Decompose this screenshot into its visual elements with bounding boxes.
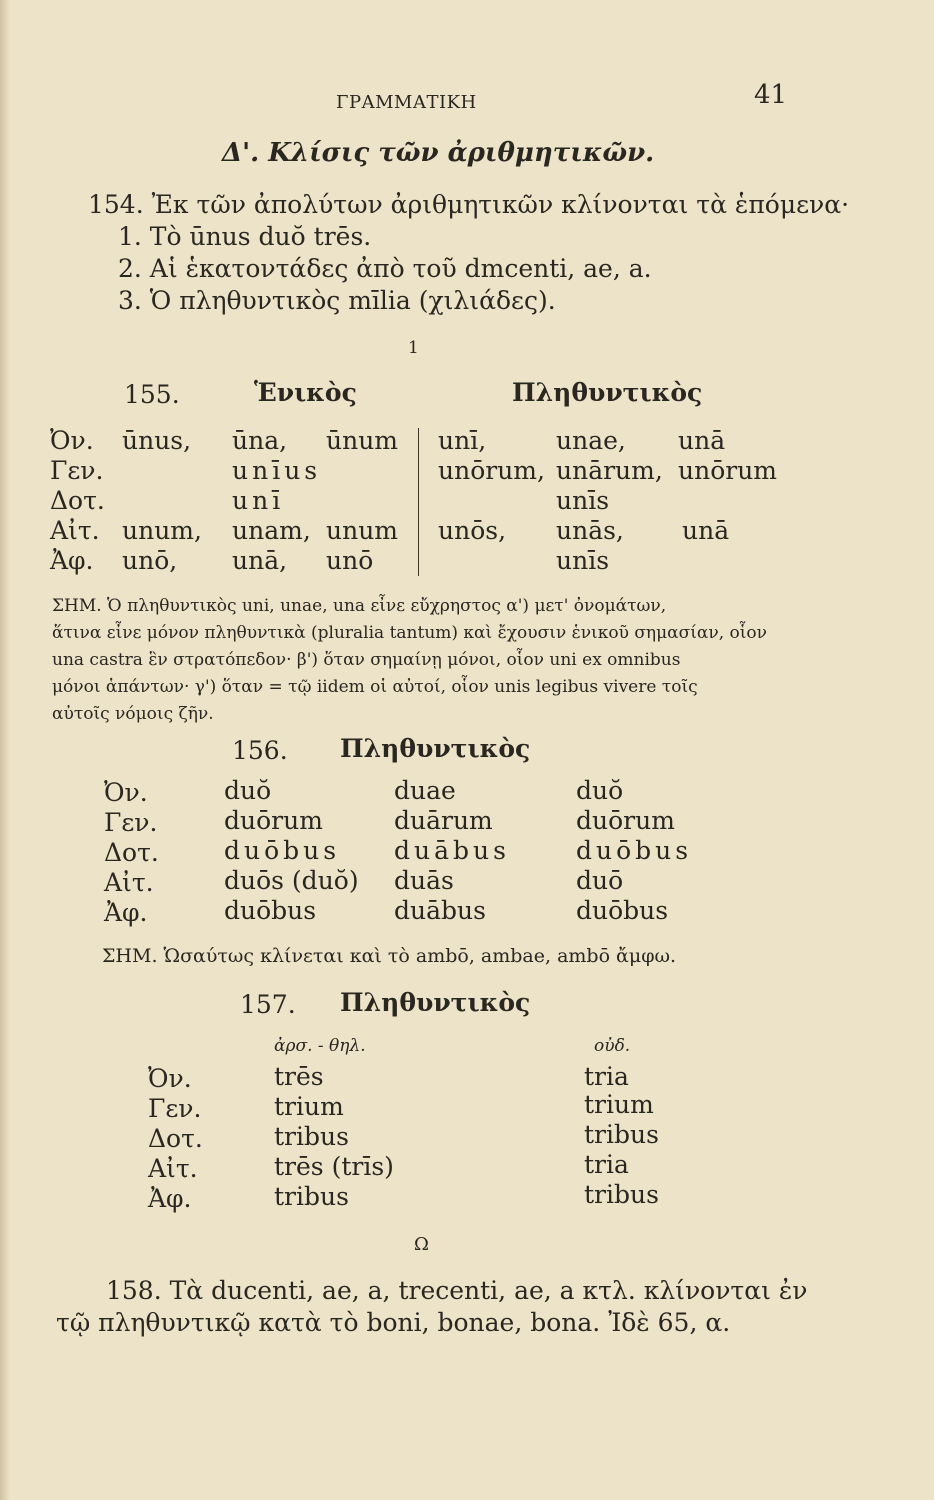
p158-line: τῷ πληθυντικῷ κατὰ τὸ boni, bonae, bona. Ἰδὲ 65, α.: [56, 1308, 731, 1337]
form-cell: ūnum: [326, 426, 399, 455]
form-cell: tria: [584, 1062, 629, 1091]
note155-line: ἅτινα εἶνε μόνον πληθυντικὰ (pluralia tantum) καὶ ἔχουσιν ἑνικοῦ σημασίαν, οἷον: [52, 623, 767, 643]
form-cell: unī,: [438, 426, 487, 455]
case-label: Δοτ.: [104, 838, 159, 867]
case-label: Ὀν.: [104, 778, 148, 807]
form-cell: duae: [394, 776, 456, 805]
case-label: Γεν.: [104, 808, 158, 837]
case-label: Αἰτ.: [148, 1154, 198, 1183]
case-label: Ἀφ.: [50, 546, 94, 575]
table155-num: 155.: [124, 380, 180, 409]
form-cell: tribus: [584, 1180, 659, 1209]
form-cell: unā: [678, 426, 726, 455]
p158-line: 158. Τὰ ducenti, ae, a, trecenti, ae, a κτλ. κλίνονται ἐν: [106, 1276, 808, 1305]
p154-item: 2. Αἱ ἑκατοντάδες ἀπὸ τοῦ dmcenti, ae, a.: [118, 254, 652, 283]
form-cell: tribus: [274, 1182, 349, 1211]
form-cell: ūnus,: [122, 426, 192, 455]
form-cell: unā: [682, 516, 730, 545]
form-cell: duōrum: [576, 806, 675, 835]
form-cell: unīs: [556, 486, 610, 515]
form-cell: tria: [584, 1150, 629, 1179]
note155-line: una castra ἓν στρατόπεδον· β') ὅταν σημαίνῃ μόνοι, οἷον uni ex omnibus: [52, 650, 681, 670]
form-cell: unīs: [556, 546, 610, 575]
p154-item: 3. Ὁ πληθυντικὸς mīlia (χιλιάδες).: [118, 286, 556, 315]
table155-plural-head: Πληθυντικὸς: [512, 378, 703, 407]
case-label: Δοτ.: [50, 486, 105, 515]
form-cell: trium: [274, 1092, 344, 1121]
form-cell: unum: [326, 516, 399, 545]
case-label: Γεν.: [50, 456, 104, 485]
case-label: Δοτ.: [148, 1124, 203, 1153]
p154-intro: 154. Ἐκ τῶν ἀπολύτων ἀριθμητικῶν κλίνονται τὰ ἑπόμενα·: [88, 190, 850, 219]
form-cell: trēs: [274, 1062, 324, 1091]
form-cell: duōrum: [224, 806, 323, 835]
table157-col-head: ἀρσ. - θηλ.: [274, 1036, 366, 1056]
table155-singular-head: Ἑνικὸς: [254, 378, 357, 407]
form-cell: duābus: [394, 896, 486, 925]
form-cell: duŏ: [576, 776, 624, 805]
case-label: Αἰτ.: [104, 868, 154, 897]
note156: ΣΗΜ. Ὡσαύτως κλίνεται καὶ τὸ ambō, ambae, ambō ἄμφω.: [102, 945, 677, 967]
form-cell: duārum: [394, 806, 493, 835]
form-cell: unōs,: [438, 516, 507, 545]
form-cell: duōbus: [224, 896, 317, 925]
form-cell: duōs (duŏ): [224, 866, 359, 895]
form-cell: duās: [394, 866, 454, 895]
page-number: 41: [754, 80, 788, 110]
page-edge: [0, 0, 10, 1500]
form-cell: unōrum: [678, 456, 778, 485]
table156-num: 156.: [232, 736, 288, 765]
form-cell: unās,: [556, 516, 624, 545]
form-cell: duō: [576, 866, 624, 895]
form-cell: duōbus: [224, 836, 341, 865]
form-cell: unae,: [556, 426, 626, 455]
case-label: Γεν.: [148, 1094, 202, 1123]
running-title: ΓΡΑΜΜΑΤΙΚΗ: [336, 92, 477, 113]
note155-line: ΣΗΜ. Ὁ πληθυντικὸς uni, unae, una εἶνε εὔχρηστος α') μετ' ὀνομάτων,: [52, 596, 667, 616]
form-cell: unō,: [122, 546, 178, 575]
form-cell: unārum,: [556, 456, 663, 485]
table156-head: Πληθυντικὸς: [340, 734, 531, 763]
table157-col-head: οὐδ.: [594, 1036, 631, 1056]
table157-head: Πληθυντικὸς: [340, 988, 531, 1017]
case-label: Ἀφ.: [148, 1184, 192, 1213]
signature-mark: Ω: [414, 1234, 429, 1255]
form-cell: duŏ: [224, 776, 272, 805]
form-cell: ūna,: [232, 426, 288, 455]
case-label: Ἀφ.: [104, 898, 148, 927]
form-cell: unīus: [232, 456, 322, 485]
case-label: Αἰτ.: [50, 516, 100, 545]
note155-line: μόνοι ἁπάντων· γ') ὅταν = τῷ iidem οἱ αὐτοί, οἷον unis legibus vivere τοῖς: [52, 677, 698, 697]
form-cell: duōbus: [576, 896, 669, 925]
note155-line: αὐτοῖς νόμοις ζῆν.: [52, 704, 214, 724]
section-title: Δ'. Κλίσις τῶν ἀριθμητικῶν.: [222, 138, 655, 168]
form-cell: tribus: [584, 1120, 659, 1149]
form-cell: unō: [326, 546, 374, 575]
table155-divider: [418, 428, 419, 576]
p154-item: 1. Τὸ ūnus duŏ trēs.: [118, 222, 372, 251]
case-label: Ὀν.: [148, 1064, 192, 1093]
form-cell: trium: [584, 1090, 654, 1119]
form-cell: duābus: [394, 836, 510, 865]
form-cell: trēs (trīs): [274, 1152, 394, 1181]
form-cell: unī: [232, 486, 285, 515]
form-cell: duōbus: [576, 836, 693, 865]
form-cell: tribus: [274, 1122, 349, 1151]
case-label: Ὀν.: [50, 426, 94, 455]
form-cell: unam,: [232, 516, 311, 545]
form-cell: unōrum,: [438, 456, 545, 485]
form-cell: unā,: [232, 546, 288, 575]
table157-num: 157.: [240, 990, 296, 1019]
form-cell: unum,: [122, 516, 202, 545]
table155-marker: 1: [408, 338, 419, 358]
